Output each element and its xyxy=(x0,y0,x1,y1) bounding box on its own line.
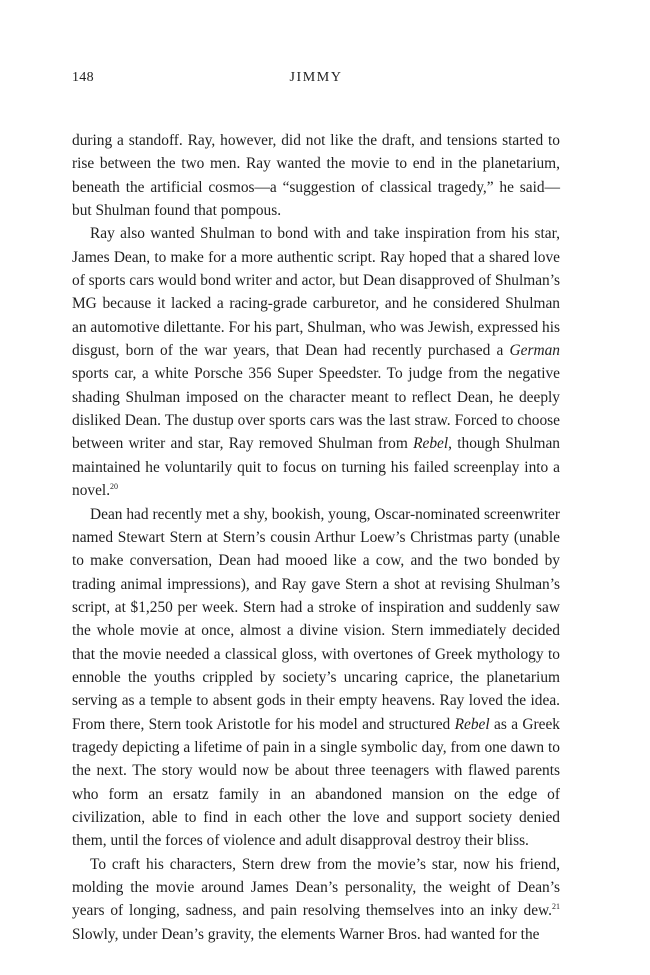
paragraph-2 xyxy=(72,222,560,502)
running-title: JIMMY xyxy=(289,70,343,85)
italic-title: Rebel xyxy=(413,435,449,453)
footnote-reference: 21 xyxy=(552,902,560,912)
body-text xyxy=(72,129,560,946)
running-head xyxy=(72,68,560,88)
paragraph-text: , though Shulman maintained he voluntarily quit to focus on turning his failed screenplay into a novel. xyxy=(72,435,560,500)
paragraph-4 xyxy=(72,853,560,946)
paragraph-text: To craft his characters, Stern drew from the movie’s star, now his friend, molding the movie around James Dean’s personality, the weight of Dean’s years of longing, sadness, and pain resolving themselves into an inky dew. xyxy=(72,855,560,920)
page-number: 148 xyxy=(72,70,94,85)
paragraph-text: as a Greek tragedy depicting a lifetime of pain in a single symbolic day, from one dawn to the next. The story would now be about three teenagers with flawed parents who form an ersatz family in an abandoned mansion on the edge of civilization, able to find in each other the love and support society denied them, until the forces of violence and adult disapproval destroy their bliss. xyxy=(72,715,560,850)
paragraph-text: Slowly, under Dean’s gravity, the elements Warner Bros. had wanted for the xyxy=(72,925,540,943)
paragraph-text: Dean had recently met a shy, bookish, young, Oscar-nominated screenwriter named Stewart Stern at Stern’s cousin Arthur Loew’s Christmas party (unable to make conversation, Dean had mooed like a cow, and the two bonded by trading animal impressions), and Ray gave Stern a shot at revising Shulman’s script, at $1,250 per week. Stern had a stroke of inspiration and suddenly saw the whole movie at once, almost a divine vision. Stern immediately decided that the movie needed a classical gloss, with overtones of Greek mythology to ennoble the youths crippled by society’s uncaring caprice, the planetarium serving as a temple to absent gods in their empty heavens. Ray loved the idea. From there, Stern took Aristotle for his model and structured xyxy=(72,505,560,733)
footnote-reference: 20 xyxy=(110,482,119,492)
paragraph-text: sports car, a white Porsche 356 Super Speedster. To judge from the negative shading Shulman imposed on the character meant to reflect Dean, he deeply disliked Dean. The dustup over sports cars was the last straw. Forced to choose between writer and star, Ray removed Shulman from xyxy=(72,365,560,453)
paragraph-3 xyxy=(72,503,560,853)
paragraph-text: Ray also wanted Shulman to bond with and take inspiration from his star, James Dean, to make for a more authentic script. Ray hoped that a shared love of sports cars would bond writer and actor, but Dean disapproved of Shulman’s MG because it lacked a racing-grade carburetor, and he considered Shulman an automotive dilettante. For his part, Shulman, who was Jewish, expressed his disgust, born of the war years, that Dean had recently purchased a xyxy=(72,225,560,360)
italic-title: Rebel xyxy=(454,715,490,733)
paragraph-text: during a standoff. Ray, however, did not like the draft, and tensions started to rise between the two men. Ray wanted the movie to end in the planetarium, beneath the artificial cosmos—a “suggestion of classical tragedy,” he said—but Shulman found that pompous. xyxy=(72,132,560,220)
italic-word: German xyxy=(509,342,560,360)
paragraph-1 xyxy=(72,129,560,222)
